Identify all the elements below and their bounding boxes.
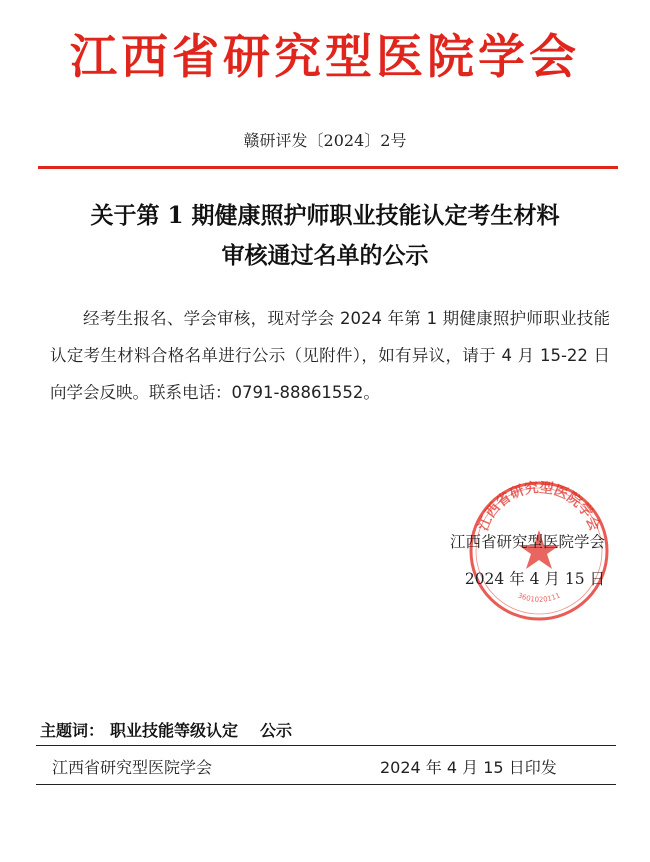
signature-date: 2024 年 4 月 15 日 (464, 570, 605, 588)
keyword-item: 公示 (260, 721, 293, 740)
svg-text:3601020111 (517, 592, 562, 604)
document-number: 赣研评发〔2024〕2号 (243, 131, 407, 150)
seal-number: 3601020111 (516, 591, 562, 604)
masthead-title: 江西省研究型医院学会 (70, 30, 580, 85)
notice-title (30, 196, 620, 276)
svg-text:江西省研究型医院学会 (475, 479, 603, 534)
seal-text: 江西省研究型医院学会 (475, 479, 603, 534)
red-divider (38, 166, 618, 169)
footer-organization: 江西省研究型医院学会 (52, 758, 213, 777)
footer-issue-date: 2024 年 4 月 15 日印发 (380, 758, 557, 777)
keywords-label: 主题词： (40, 721, 105, 740)
notice-title-line-2: 审核通过名单的公示 (221, 242, 429, 269)
footer-top-rule (36, 745, 616, 746)
signature-organization: 江西省研究型医院学会 (449, 533, 605, 551)
notice-body: 经考生报名、学会审核，现对学会 2024 年第 1 期健康照护师职业技能认定考生材料合格名单进行公示（见附件），如有异议，请于 4 月 15-22 日向学会反映。联系电话：0791-88861552。 (50, 309, 610, 402)
footer-bottom-rule (36, 784, 616, 785)
keywords-line (40, 718, 314, 741)
keyword-item: 职业技能等级认定 (110, 721, 239, 740)
notice-title-line-1: 关于第 1 期健康照护师职业技能认定考生材料 (90, 202, 560, 229)
